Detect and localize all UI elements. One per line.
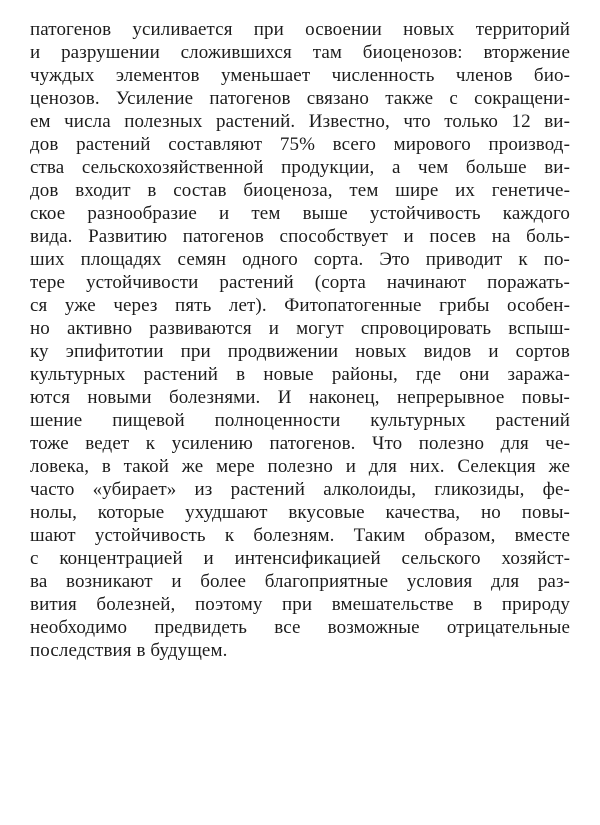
text-line: культурных растений в новые районы, где они заража- bbox=[30, 364, 570, 385]
text-line: тоже ведет к усилению патогенов. Что полезно для че- bbox=[30, 433, 570, 454]
text-line: ва возникают и более благоприятные условия для раз- bbox=[30, 571, 570, 592]
text-line: ших площадях семян одного сорта. Это приводит к по- bbox=[30, 249, 570, 270]
text-line: ства сельскохозяйственной продукции, а чем больше ви- bbox=[30, 157, 570, 178]
text-line: ку эпифитотии при продвижении новых видов и сортов bbox=[30, 341, 570, 362]
text-line: ются новыми болезнями. И наконец, непрерывное повы- bbox=[30, 387, 570, 408]
text-line: нолы, которые ухудшают вкусовые качества, но повы- bbox=[30, 502, 570, 523]
text-line: дов входит в состав биоценоза, тем шире их генетиче- bbox=[30, 180, 570, 201]
text-line: ем числа полезных растений. Известно, что только 12 ви- bbox=[30, 111, 570, 132]
text-line: необходимо предвидеть все возможные отрицательные bbox=[30, 617, 570, 638]
text-line: ловека, в такой же мере полезно и для них. Селекция же bbox=[30, 456, 570, 477]
text-line: ся уже через пять лет). Фитопатогенные грибы особен- bbox=[30, 295, 570, 316]
text-line: последствия в будущем. bbox=[30, 640, 228, 661]
text-line: тере устойчивости растений (сорта начинают поражать- bbox=[30, 272, 570, 293]
text-line: часто «убирает» из растений алколоиды, гликозиды, фе- bbox=[30, 479, 570, 500]
body-text bbox=[30, 18, 570, 662]
text-line: дов растений составляют 75% всего мирового производ- bbox=[30, 134, 570, 155]
text-line: ское разнообразие и тем выше устойчивость каждого bbox=[30, 203, 570, 224]
text-line: вития болезней, поэтому при вмешательстве в природу bbox=[30, 594, 570, 615]
text-line: шают устойчивость к болезням. Таким образом, вместе bbox=[30, 525, 570, 546]
text-line: с концентрацией и интенсификацией сельского хозяйст- bbox=[30, 548, 570, 569]
text-line: шение пищевой полноценности культурных растений bbox=[30, 410, 570, 431]
text-line: и разрушении сложившихся там биоценозов: вторжение bbox=[30, 42, 570, 63]
text-line: но активно развиваются и могут спровоцировать вспыш- bbox=[30, 318, 570, 339]
text-line: ценозов. Усиление патогенов связано также с сокращени- bbox=[30, 88, 570, 109]
text-line: чуждых элементов уменьшает численность членов био- bbox=[30, 65, 570, 86]
text-line: патогенов усиливается при освоении новых территорий bbox=[30, 19, 570, 40]
text-line: вида. Развитию патогенов способствует и посев на боль- bbox=[30, 226, 570, 247]
